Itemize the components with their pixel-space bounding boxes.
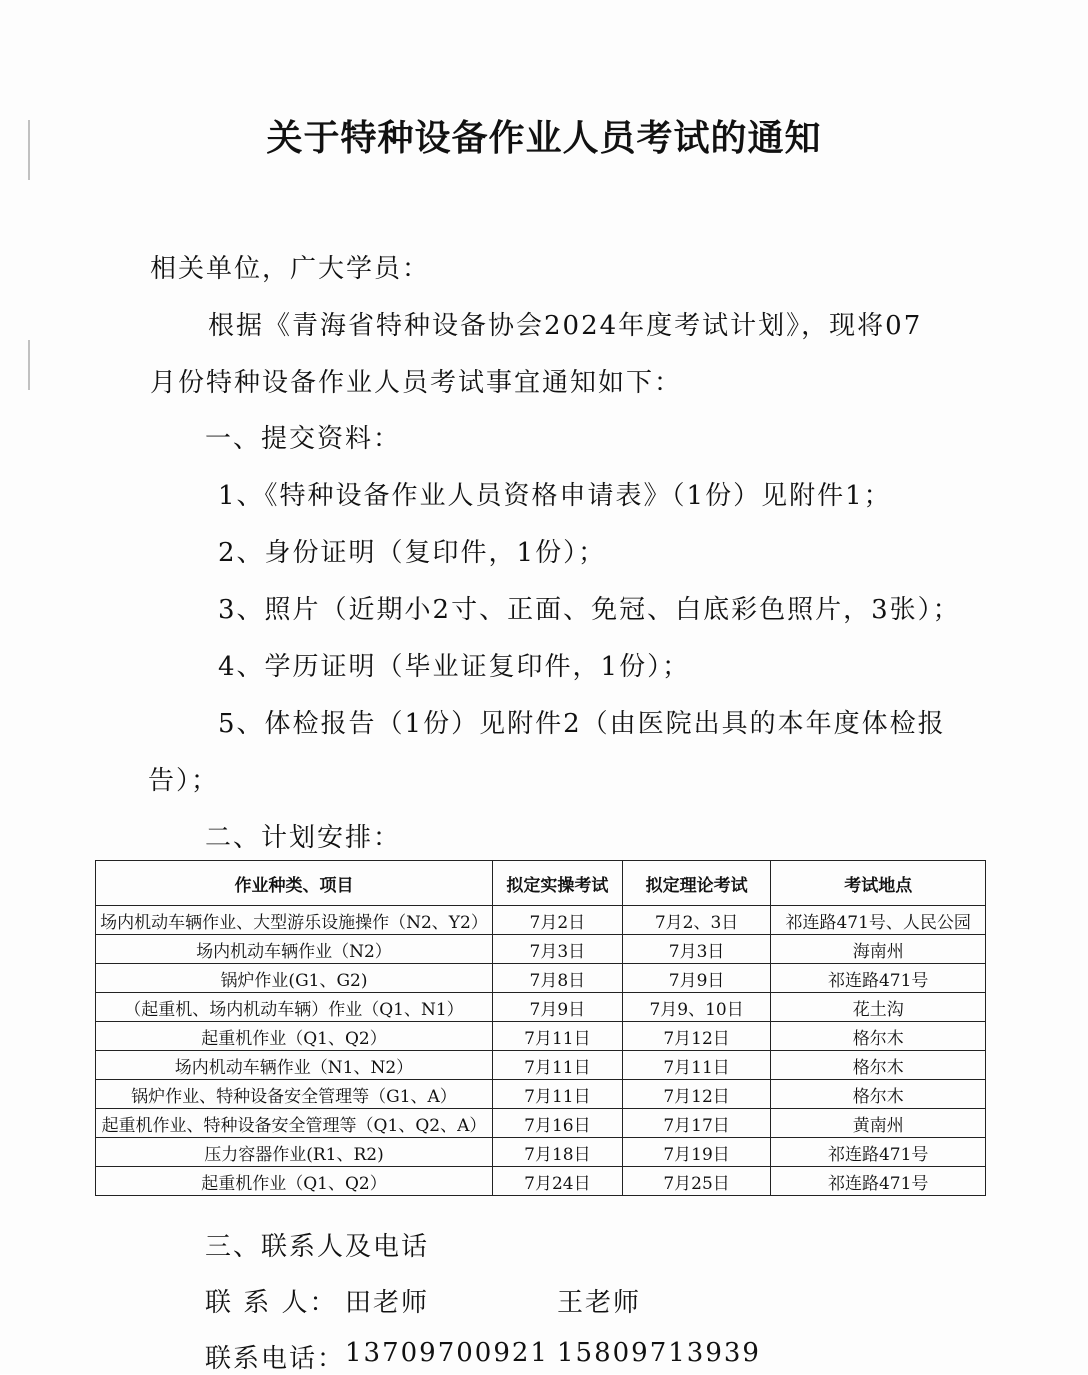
cell-practical-date: 7月9日 [492, 993, 622, 1022]
table-row [96, 1109, 986, 1138]
table-row [96, 1080, 986, 1109]
table-row [96, 1138, 986, 1167]
cell-category: （起重机、场内机动车辆）作业（Q1、N1） [96, 993, 493, 1022]
header-practical-exam: 拟定实操考试 [492, 861, 622, 906]
cell-category: 场内机动车辆作业、大型游乐设施操作（N2、Y2） [96, 906, 493, 935]
cell-theory-date: 7月11日 [622, 1051, 771, 1080]
section1-item-3: 3、照片（近期小2寸、正面、免冠、白底彩色照片，3张）； [218, 595, 961, 625]
cell-location: 格尔木 [771, 1022, 986, 1051]
contact-person-2: 王老师 [557, 1288, 642, 1318]
table-row [96, 935, 986, 964]
header-location: 考试地点 [771, 861, 986, 906]
cell-location: 格尔木 [771, 1051, 986, 1080]
cell-category: 场内机动车辆作业（N2） [96, 935, 493, 964]
section1-heading: 一、提交资料： [205, 424, 402, 454]
cell-theory-date: 7月19日 [622, 1138, 771, 1167]
cell-practical-date: 7月24日 [492, 1167, 622, 1196]
document-title: 关于特种设备作业人员考试的通知 [266, 118, 822, 159]
cell-location: 花土沟 [771, 993, 986, 1022]
cell-practical-date: 7月2日 [492, 906, 622, 935]
cell-location: 祁连路471号 [771, 964, 986, 993]
cell-theory-date: 7月2、3日 [622, 906, 771, 935]
section2-heading: 二、计划安排： [205, 823, 402, 853]
table-header-row [96, 861, 986, 906]
cell-theory-date: 7月9日 [622, 964, 771, 993]
cell-practical-date: 7月11日 [492, 1080, 622, 1109]
cell-category: 起重机作业（Q1、Q2） [96, 1022, 493, 1051]
cell-theory-date: 7月12日 [622, 1022, 771, 1051]
cell-location: 格尔木 [771, 1080, 986, 1109]
intro-line-1: 根据《青海省特种设备协会2024年度考试计划》，现将07 [208, 311, 923, 341]
cell-location: 黄南州 [771, 1109, 986, 1138]
cell-location: 海南州 [771, 935, 986, 964]
intro-line-2: 月份特种设备作业人员考试事宜通知如下： [150, 368, 683, 398]
section1-item-4: 4、学历证明（毕业证复印件，1份）； [218, 652, 691, 682]
contact-label: 联 系 人： [205, 1288, 338, 1318]
table-row [96, 993, 986, 1022]
cell-location: 祁连路471号 [771, 1138, 986, 1167]
phone-number-2: 15809713939 [557, 1338, 761, 1368]
cell-category: 起重机作业、特种设备安全管理等（Q1、Q2、A） [96, 1109, 493, 1138]
contact-person-1: 田老师 [345, 1288, 430, 1318]
cell-theory-date: 7月9、10日 [622, 993, 771, 1022]
section1-item-5: 5、体检报告（1份）见附件2（由医院出具的本年度体检报 [218, 709, 946, 739]
exam-schedule-table [95, 860, 986, 1196]
cell-practical-date: 7月11日 [492, 1022, 622, 1051]
cell-category: 场内机动车辆作业（N1、N2） [96, 1051, 493, 1080]
cell-location: 祁连路471号、人民公园 [771, 906, 986, 935]
cell-theory-date: 7月12日 [622, 1080, 771, 1109]
section3-heading: 三、联系人及电话 [205, 1232, 430, 1262]
cell-practical-date: 7月8日 [492, 964, 622, 993]
table-row [96, 964, 986, 993]
phone-label: 联系电话： [205, 1344, 346, 1374]
cell-practical-date: 7月11日 [492, 1051, 622, 1080]
cell-category: 压力容器作业(R1、R2) [96, 1138, 493, 1167]
table-row [96, 1022, 986, 1051]
cell-practical-date: 7月3日 [492, 935, 622, 964]
section1-item-5-continued: 告）； [148, 766, 220, 796]
section1-item-2: 2、身份证明（复印件，1份）； [218, 538, 607, 568]
header-theory-exam: 拟定理论考试 [622, 861, 771, 906]
table-row [96, 1051, 986, 1080]
cell-theory-date: 7月17日 [622, 1109, 771, 1138]
section1-item-1: 1、《特种设备作业人员资格申请表》（1份）见附件1； [218, 481, 892, 511]
salutation: 相关单位，广大学员： [150, 254, 431, 284]
table-row [96, 1167, 986, 1196]
scan-edge-mark [28, 340, 30, 390]
cell-category: 锅炉作业(G1、G2) [96, 964, 493, 993]
cell-theory-date: 7月3日 [622, 935, 771, 964]
cell-practical-date: 7月16日 [492, 1109, 622, 1138]
cell-category: 锅炉作业、特种设备安全管理等（G1、A） [96, 1080, 493, 1109]
header-category: 作业种类、项目 [96, 861, 493, 906]
cell-category: 起重机作业（Q1、Q2） [96, 1167, 493, 1196]
cell-theory-date: 7月25日 [622, 1167, 771, 1196]
phone-number-1: 13709700921 [345, 1338, 549, 1368]
cell-location: 祁连路471号 [771, 1167, 986, 1196]
cell-practical-date: 7月18日 [492, 1138, 622, 1167]
table-row [96, 906, 986, 935]
